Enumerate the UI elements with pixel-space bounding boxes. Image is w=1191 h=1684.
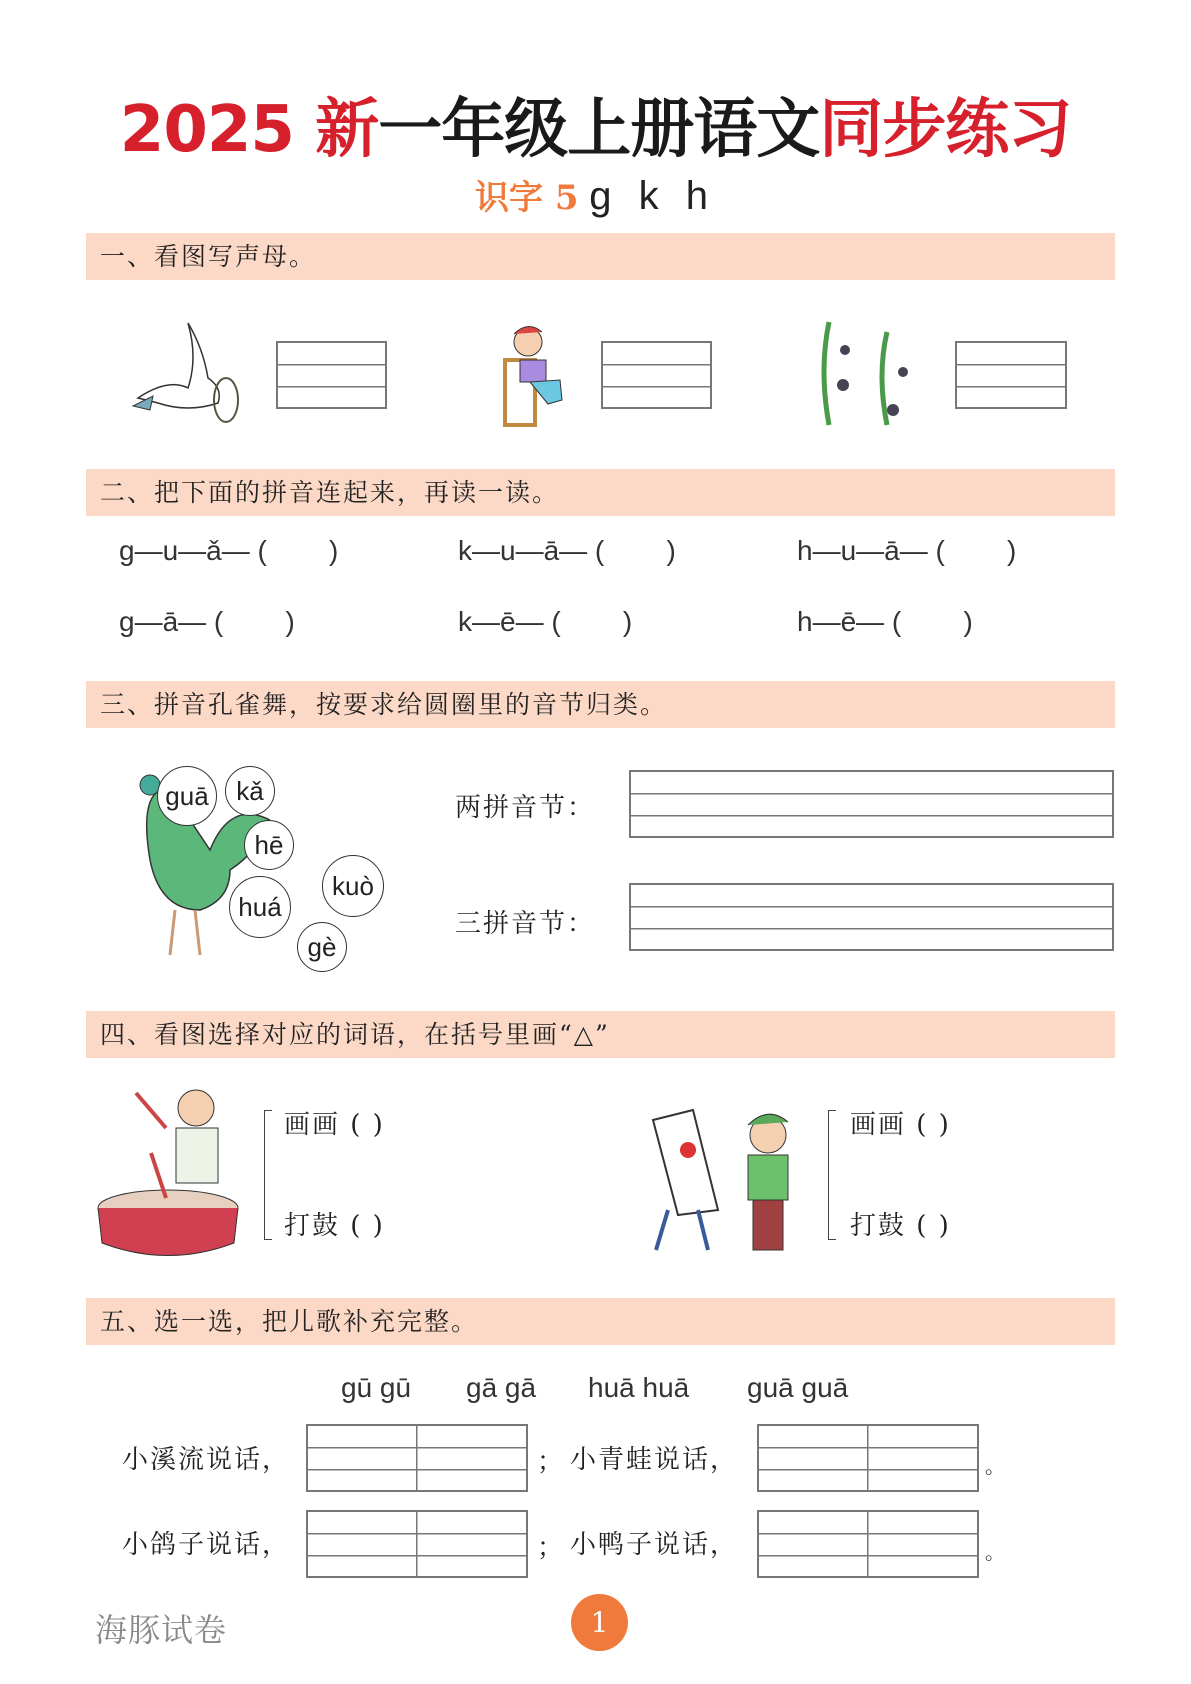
rhyme-prompt: 小鸭子说话， [570,1530,739,1560]
syllable-bubble: kuò [322,855,384,917]
rhyme-answer-grid[interactable] [306,1424,528,1492]
choice-option[interactable]: 画画 ( ) [284,1110,385,1140]
section-3-heading: 三、拼音孔雀舞，按要求给圆圈里的音节归类。 [86,681,1115,728]
pinyin-item: h—u—ā— ( ) [797,535,1017,566]
rhyme-answer-grid[interactable] [757,1424,979,1492]
syllable-bubble: hē [244,820,294,870]
word-choice: gū gū [341,1372,412,1403]
answer-box-3[interactable] [955,341,1067,409]
choice-option[interactable]: 打鼓 ( ) [284,1211,385,1241]
word-choice: gā gā [466,1372,537,1403]
syllable-bubble: guā [157,766,217,826]
pinyin-item: g—u—ǎ— ( ) [119,535,339,566]
two-part-answer-lines[interactable] [629,770,1114,838]
three-part-answer-lines[interactable] [629,883,1114,951]
period: 。 [985,1454,1007,1478]
semicolon: ； [537,1447,566,1477]
rhyme-answer-grid[interactable] [757,1510,979,1578]
child-on-chair-illustration [500,320,570,428]
lesson-subtitle: 识字 5 g k h [474,174,717,218]
section-4-heading: 四、看图选择对应的词语，在括号里画“△” [86,1011,1115,1058]
period: 。 [985,1540,1007,1564]
rhyme-prompt: 小青蛙说话， [570,1445,739,1475]
rhyme-prompt: 小溪流说话， [122,1445,291,1475]
word-choice: huā huā [588,1372,690,1403]
page-title: 2025 新一年级上册语文同步练习 [119,93,1072,167]
rhyme-prompt: 小鸽子说话， [122,1530,291,1560]
pinyin-item: k—u—ā— ( ) [458,535,676,566]
watermark: 海豚试卷 [95,1611,228,1649]
choice-option[interactable]: 打鼓 ( ) [850,1211,951,1241]
page-number: 1 [571,1594,628,1651]
syllable-bubble: kǎ [225,766,275,816]
plant-stems-illustration [815,320,915,430]
section-1-heading: 一、看图写声母。 [86,233,1115,280]
rhyme-answer-grid[interactable] [306,1510,528,1578]
section-5-heading: 五、选一选，把儿歌补充完整。 [86,1298,1115,1345]
dove-illustration [128,318,243,428]
two-part-label: 两拼音节： [455,793,596,823]
pinyin-item: g—ā— ( ) [119,606,295,637]
left-bracket [264,1110,272,1240]
right-bracket [828,1110,836,1240]
answer-box-1[interactable] [276,341,387,409]
pinyin-item: k—ē— ( ) [458,606,633,637]
drummer-illustration [96,1078,246,1263]
pinyin-item: h—ē— ( ) [797,606,973,637]
answer-box-2[interactable] [601,341,712,409]
word-choice: guā guā [747,1372,849,1403]
painter-illustration [648,1100,808,1262]
syllable-bubble: huá [229,876,291,938]
syllable-bubble: gè [297,922,347,972]
three-part-label: 三拼音节： [455,909,596,939]
semicolon: ； [537,1533,566,1563]
choice-option[interactable]: 画画 ( ) [850,1110,951,1140]
section-2-heading: 二、把下面的拼音连起来，再读一读。 [86,469,1115,516]
